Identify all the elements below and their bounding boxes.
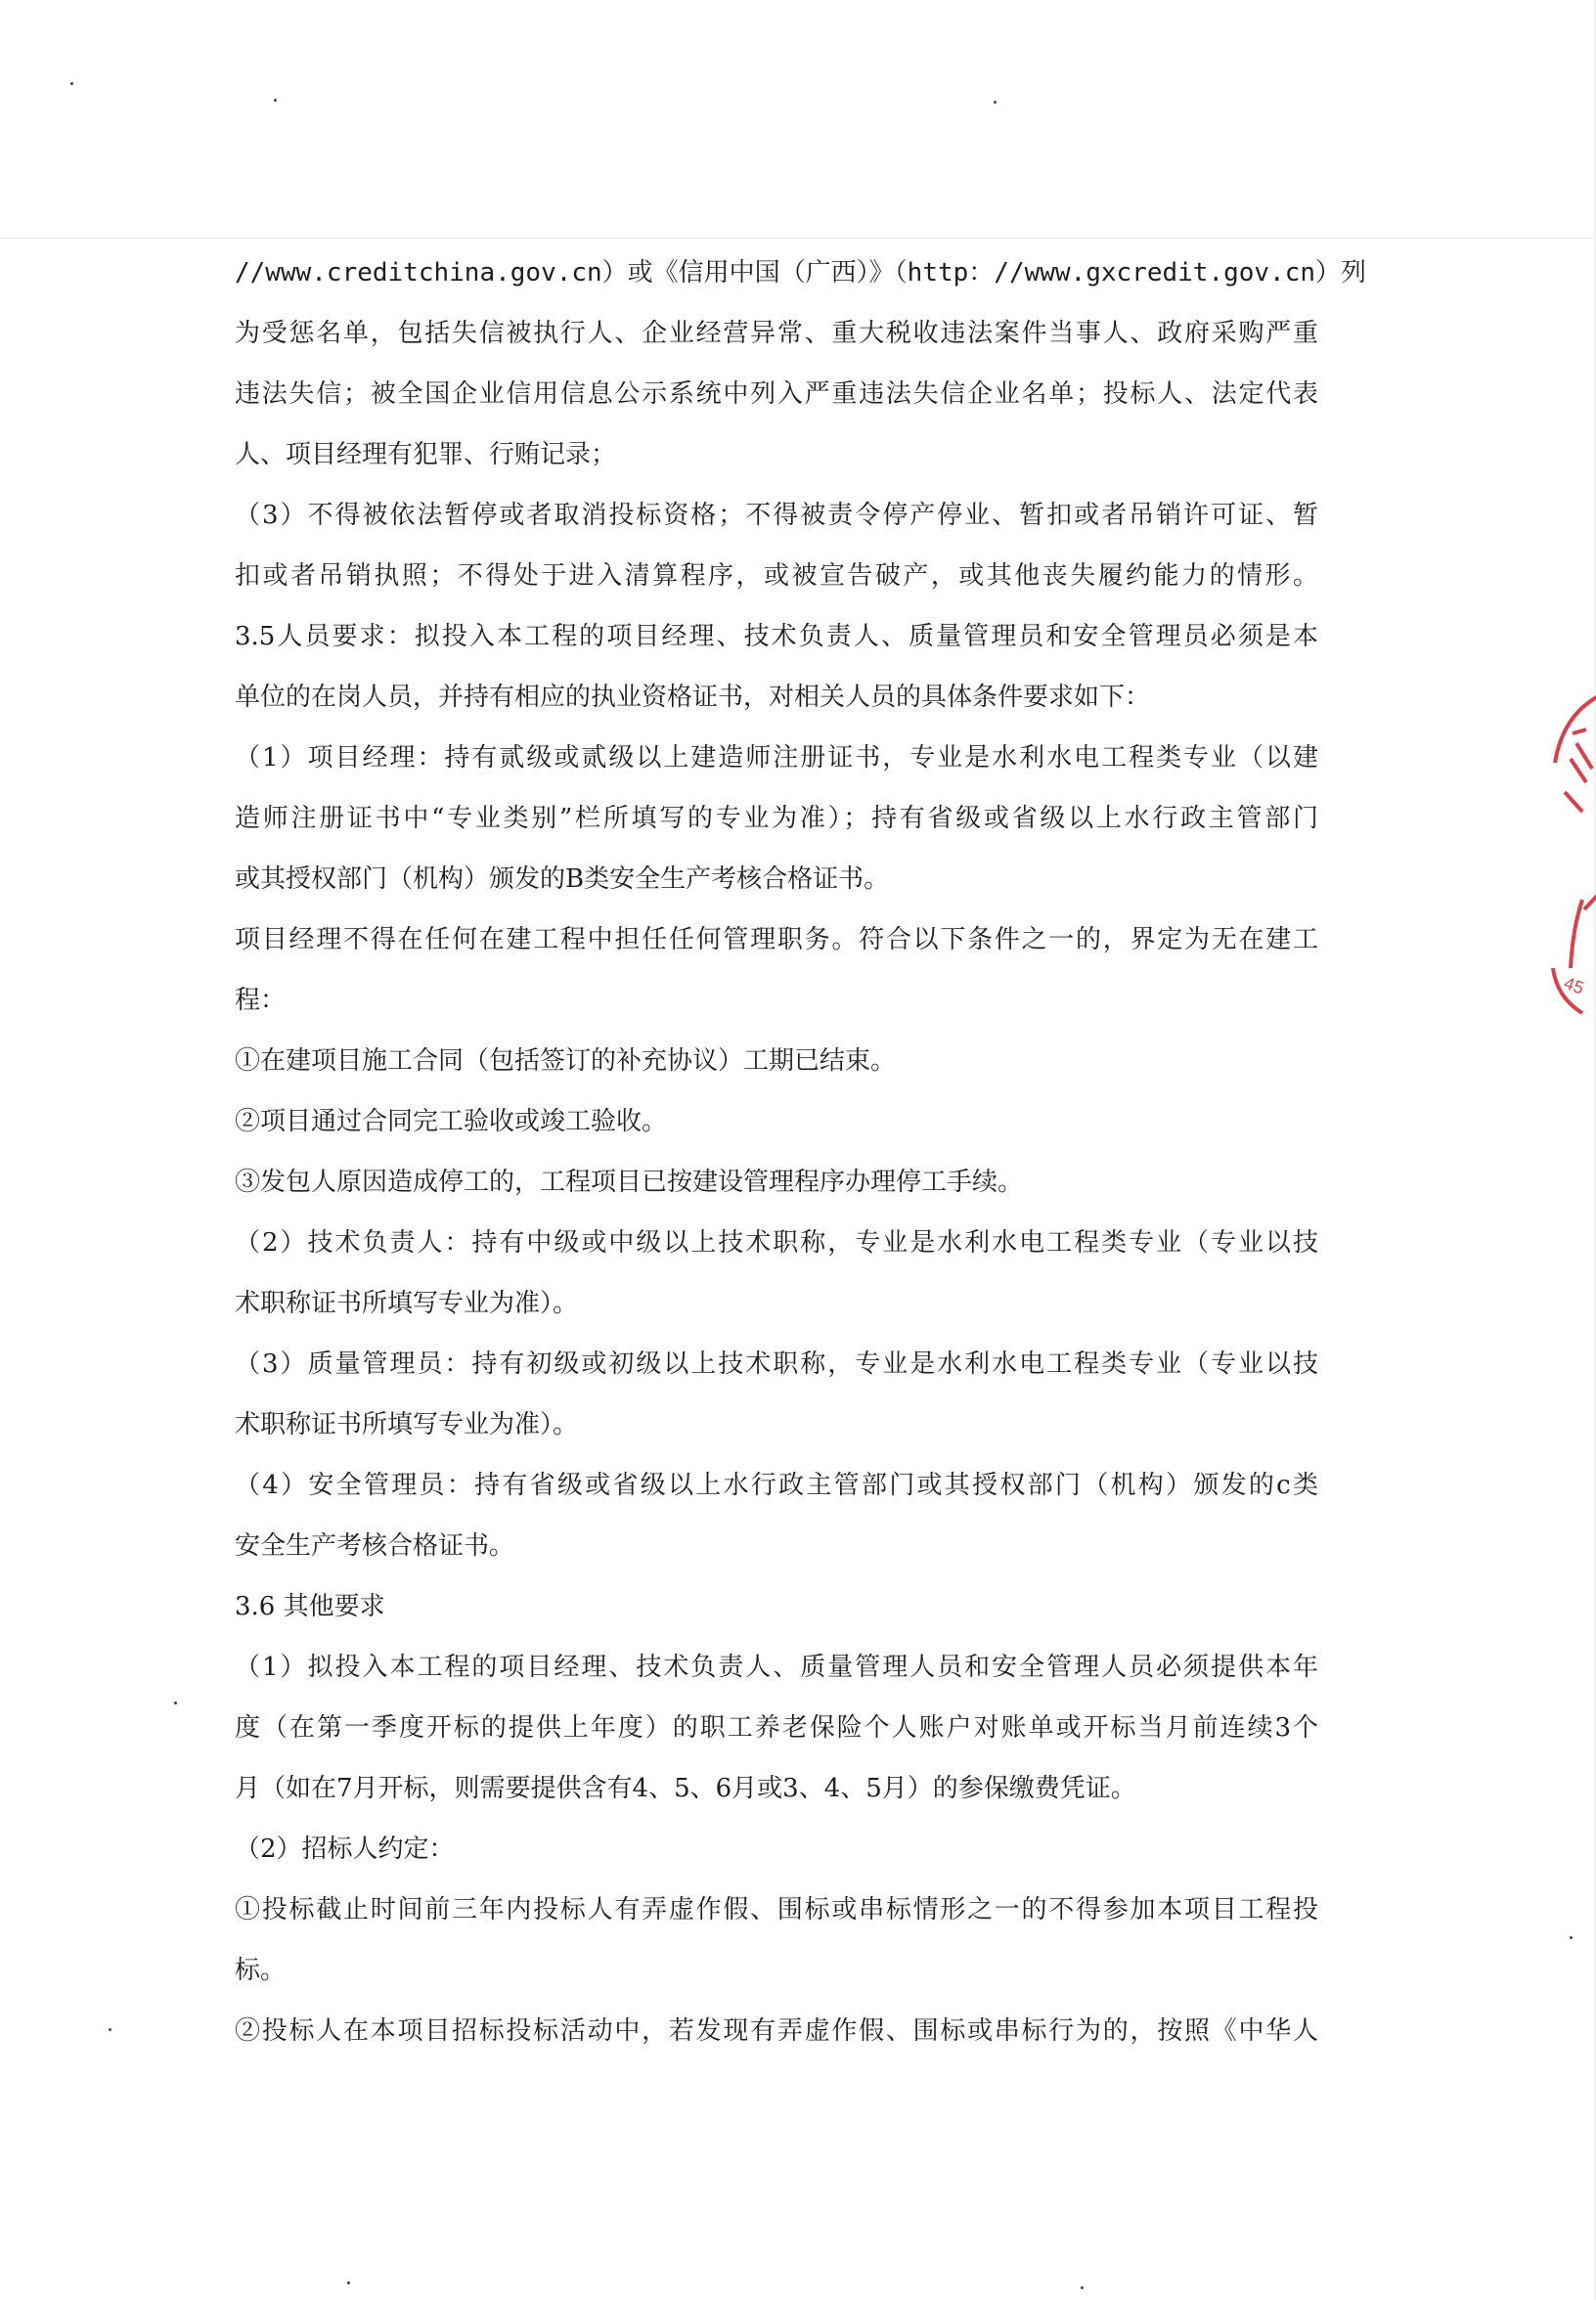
text-line-7: 3.5人员要求：拟投入本工程的项目经理、技术负责人、质量管理员和安全管理员必须是本 xyxy=(235,622,1318,651)
seal-arc-top xyxy=(1555,694,1596,763)
document-body xyxy=(235,243,1367,2061)
scan-speck xyxy=(347,2281,350,2284)
text-line-13: 程： xyxy=(235,986,287,1015)
red-seal-stamp-fragment xyxy=(1543,675,1596,1027)
scan-fold-line xyxy=(0,238,1596,239)
text-line-8: 单位的在岗人员，并持有相应的执业资格证书，对相关人员的具体条件要求如下： xyxy=(235,683,1151,712)
section-heading-3-6: 3.6 其他要求 xyxy=(235,1592,385,1621)
text-line-21: （4）安全管理员：持有省级或省级以上水行政主管部门或其授权部门（机构）颁发的c类 xyxy=(235,1471,1318,1500)
text-line-6: 扣或者吊销执照；不得处于进入清算程序，或被宣告破产，或其他丧失履约能力的情形。 xyxy=(235,561,1318,591)
text-line-2: 为受惩名单，包括失信被执行人、企业经营异常、重大税收违法案件当事人、政府采购严重 xyxy=(235,319,1318,348)
text-line-20: 术职称证书所填写专业为准）。 xyxy=(235,1410,579,1439)
scan-speck xyxy=(109,2028,111,2031)
text-line-12: 项目经理不得在任何在建工程中担任任何管理职务。符合以下条件之一的，界定为无在建工 xyxy=(235,925,1318,954)
scan-speck xyxy=(274,99,277,102)
text-line-5: （3）不得被依法暂停或者取消投标资格；不得被责令停产停业、暂扣或者吊销许可证、暂 xyxy=(235,501,1318,530)
text-line-25: 度（在第一季度开标的提供上年度）的职工养老保险个人账户对账单或开标当月前连续3个 xyxy=(235,1713,1318,1743)
text-line-4: 人、项目经理有犯罪、行贿记录； xyxy=(235,440,617,469)
text-line-14: ①在建项目施工合同（包括签订的补充协议）工期已结束。 xyxy=(235,1046,897,1076)
scan-speck xyxy=(174,1702,177,1704)
seal-char-stroke xyxy=(1565,730,1592,812)
text-line-11: 或其授权部门（机构）颁发的B类安全生产考核合格证书。 xyxy=(235,864,890,894)
scan-speck xyxy=(70,82,73,85)
text-line-1: //www.creditchina.gov.cn）或《信用中国（广西）》（http：//www.gxcredit.gov.cn）列 xyxy=(235,258,1367,288)
text-line-17: （2）技术负责人：持有中级或中级以上技术职称，专业是水利水电工程类专业（专业以技 xyxy=(235,1228,1318,1258)
text-line-26: 月（如在7月开标，则需要提供含有4、5、6月或3、4、5月）的参保缴费凭证。 xyxy=(235,1774,1136,1803)
text-line-30: ②投标人在本项目招标投标活动中，若发现有弄虚作假、围标或串标行为的，按照《中华人 xyxy=(235,2016,1318,2046)
text-line-15: ②项目通过合同完工验收或竣工验收。 xyxy=(235,1107,668,1136)
text-line-27: （2）招标人约定： xyxy=(235,1835,455,1864)
text-line-9: （1）项目经理：持有贰级或贰级以上建造师注册证书，专业是水利水电工程类专业（以建 xyxy=(235,743,1318,773)
text-line-24: （1）拟投入本工程的项目经理、技术负责人、质量管理人员和安全管理人员必须提供本年 xyxy=(235,1653,1318,1682)
scan-speck xyxy=(1570,1936,1573,1939)
text-line-16: ③发包人原因造成停工的，工程项目已按建设管理程序办理停工手续。 xyxy=(235,1168,1024,1197)
text-line-22: 安全生产考核合格证书。 xyxy=(235,1531,515,1561)
seal-number-fragment: 45 xyxy=(1561,972,1587,998)
text-line-29: 标。 xyxy=(235,1956,287,1985)
text-line-28: ①投标截止时间前三年内投标人有弄虚作假、围标或串标情形之一的不得参加本项目工程投 xyxy=(235,1895,1318,1924)
text-line-3: 违法失信；被全国企业信用信息公示系统中列入严重违法失信企业名单；投标人、法定代表 xyxy=(235,379,1318,409)
scan-speck xyxy=(994,101,997,104)
text-line-18: 术职称证书所填写专业为准）。 xyxy=(235,1289,579,1318)
scan-speck xyxy=(1081,2286,1084,2289)
seal-arc-mid xyxy=(1571,900,1582,968)
text-line-19: （3）质量管理员：持有初级或初级以上技术职称，专业是水利水电工程类专业（专业以技 xyxy=(235,1349,1318,1379)
seal-arc-bottom xyxy=(1553,968,1582,1013)
text-line-10: 造师注册证书中“专业类别”栏所填写的专业为准）；持有省级或省级以上水行政主管部门 xyxy=(235,804,1318,833)
